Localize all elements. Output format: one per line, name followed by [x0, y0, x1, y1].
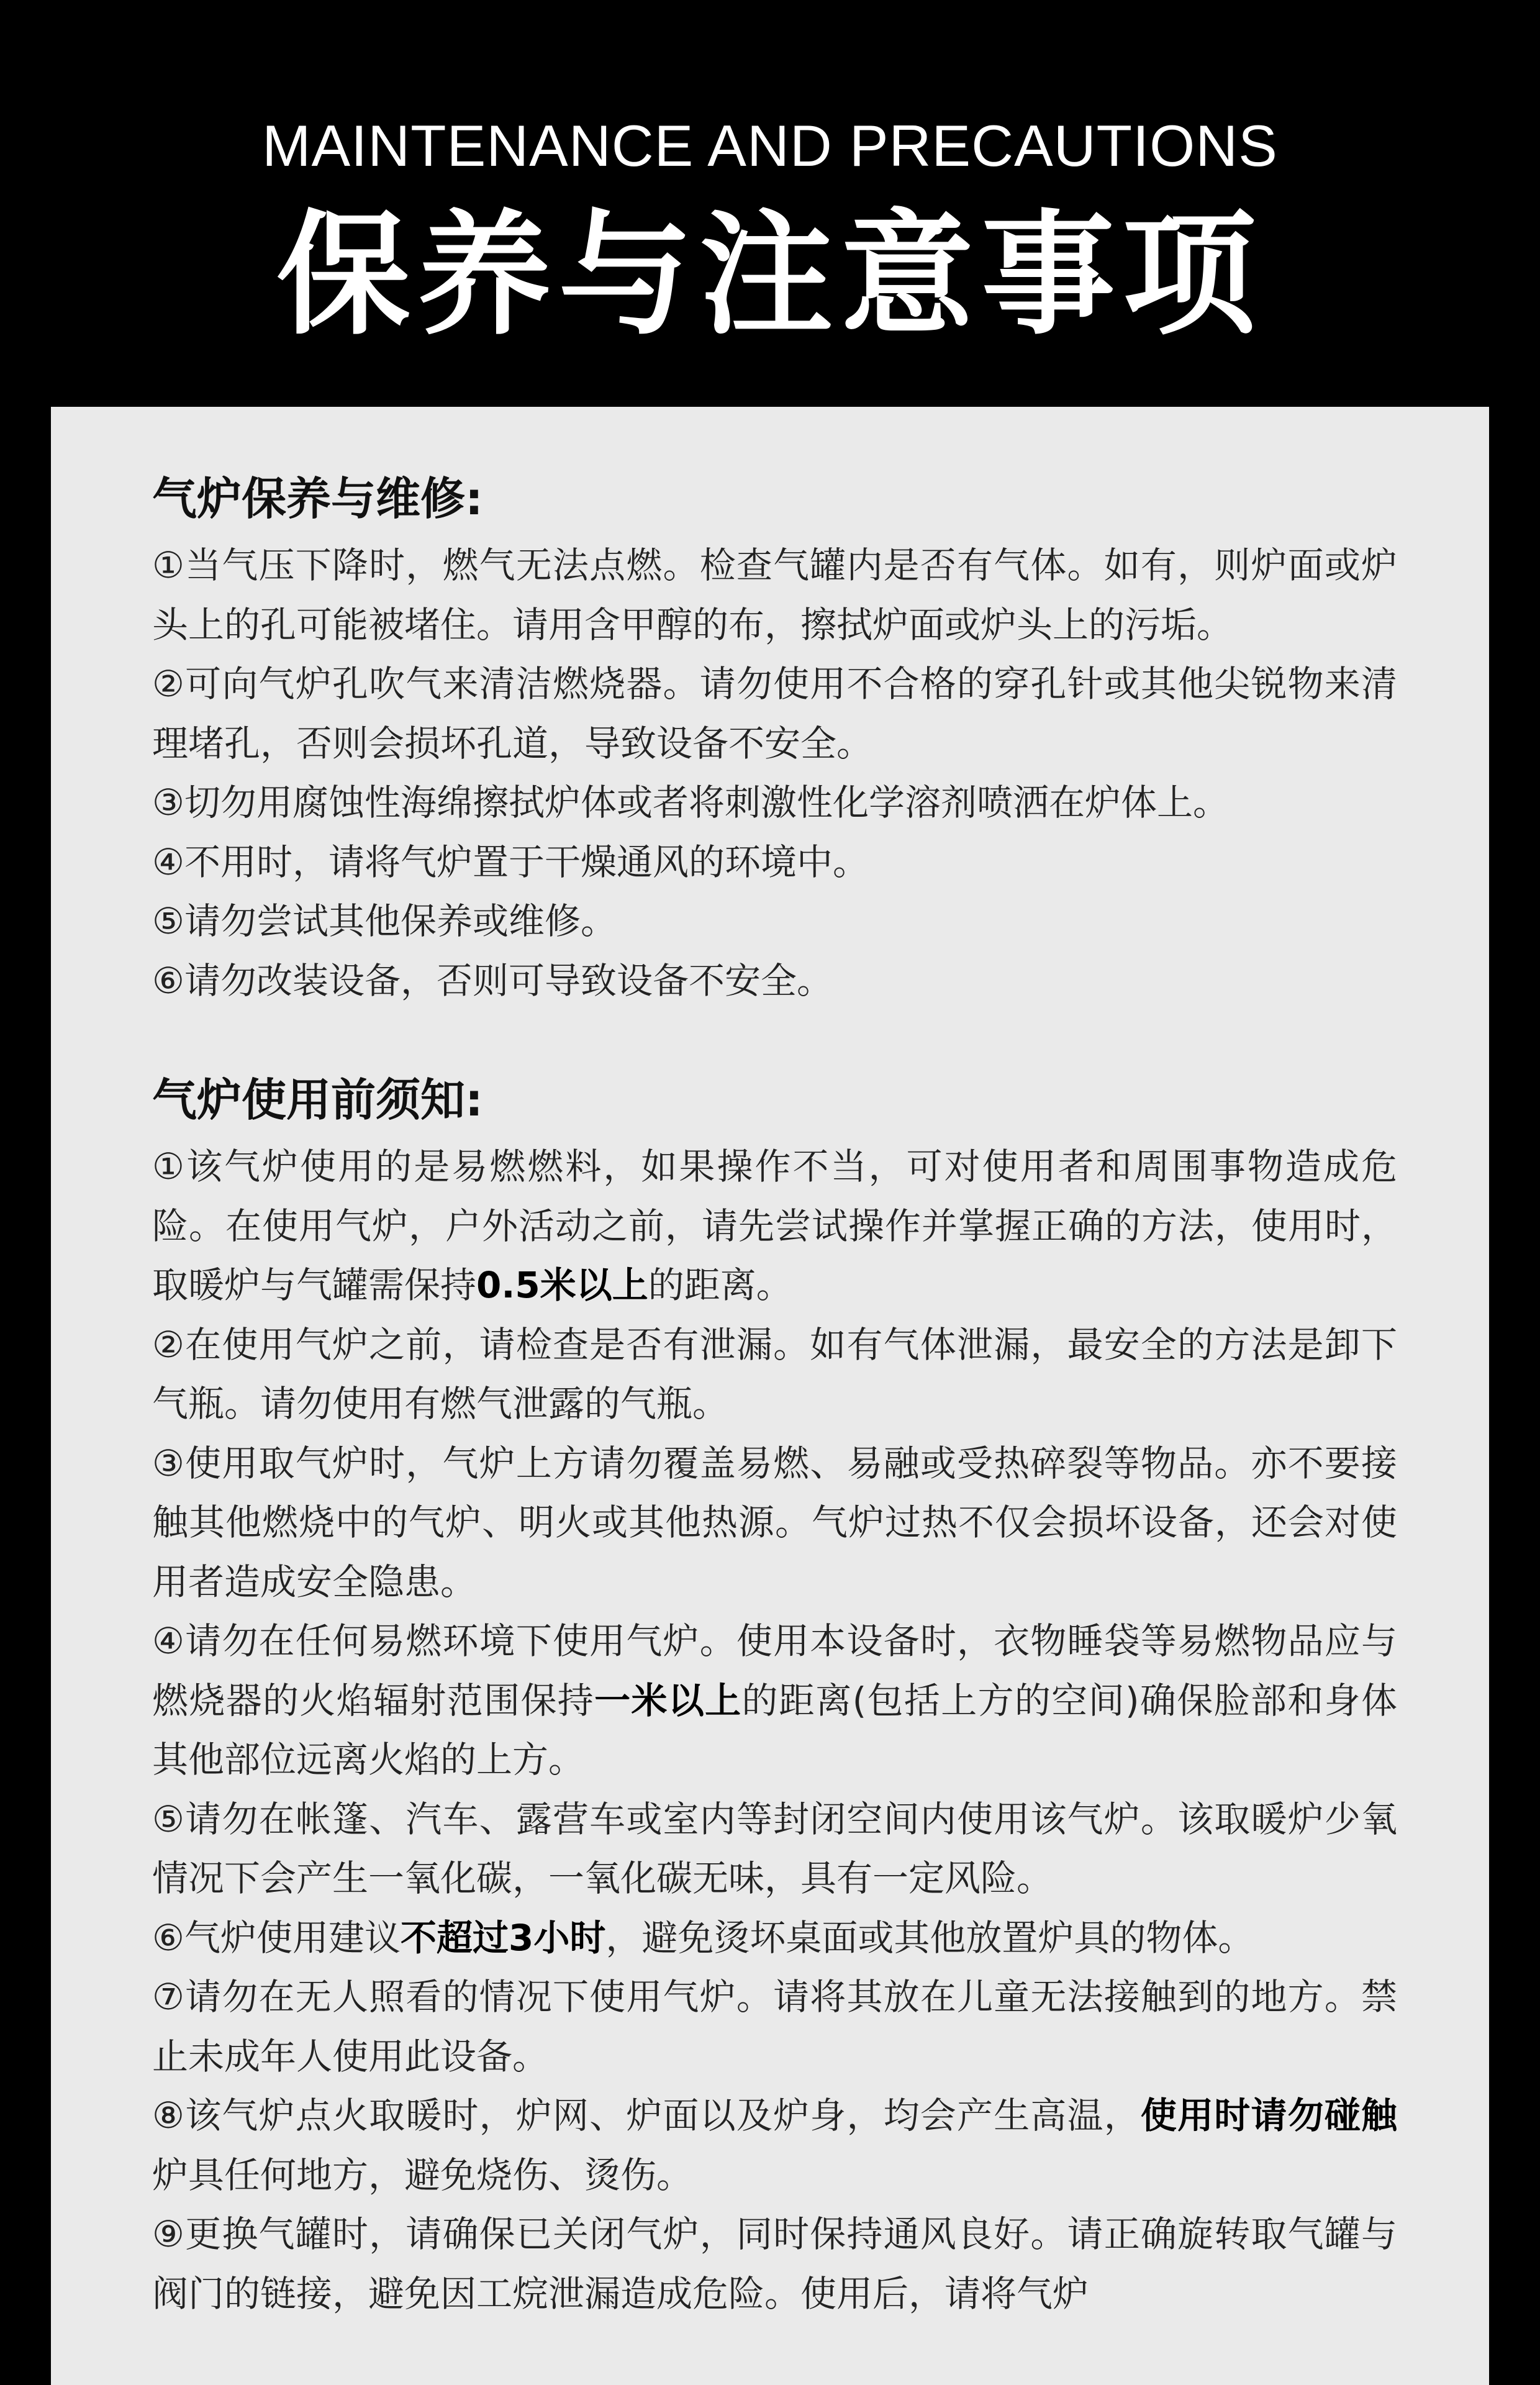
precaution-item-1: [152, 1137, 1397, 1315]
english-subtitle: MAINTENANCE AND PRECAUTIONS: [262, 113, 1278, 178]
page-title: 保养与注意事项: [276, 197, 1264, 353]
precaution-item-6-emphasis: 不超过3小时: [401, 1916, 606, 1959]
maintenance-item-4: ④不用时，请将气炉置于干燥通风的环境中。: [152, 840, 869, 883]
precaution-item-8: [152, 2086, 1397, 2205]
precautions-heading: 气炉使用前须知:: [152, 1074, 483, 1126]
precaution-item-6-text: ⑥气炉使用建议: [152, 1916, 401, 1959]
precaution-item-4-emphasis: 一米以上: [594, 1679, 742, 1722]
precaution-item-4-text: ④请勿在任何易燃环境下使用气炉。使用本设备时，衣物睡袋等易燃物品应与燃烧器的火焰辐射范围保持: [152, 1620, 1397, 1722]
maintenance-item-1: ①当气压下降时，燃气无法点燃。检查气罐内是否有气体。如有，则炉面或炉头上的孔可能被堵住。请用含甲醇的布，擦拭炉面或炉头上的污垢。: [152, 544, 1397, 646]
maintenance-list: [152, 536, 1397, 1011]
precaution-item-8-tail: 炉具任何地方，避免烧伤、烫伤。: [152, 2153, 693, 2196]
precaution-item-1-tail: 的距离。: [648, 1264, 792, 1306]
precautions-list: [152, 1137, 1397, 2324]
content-panel: [51, 407, 1489, 2385]
maintenance-heading: 气炉保养与维修:: [152, 473, 483, 525]
precaution-item-5: ⑤请勿在帐篷、汽车、露营车或室内等封闭空间内使用该气炉。该取暖炉少氧情况下会产生一氧化碳，一氧化碳无味，具有一定风险。: [152, 1797, 1397, 1899]
precaution-item-3: ③使用取气炉时，气炉上方请勿覆盖易燃、易融或受热碎裂等物品。亦不要接触其他燃烧中的气炉、明火或其他热源。气炉过热不仅会损坏设备，还会对使用者造成安全隐患。: [152, 1442, 1397, 1603]
page-header: [0, 0, 1540, 407]
maintenance-item-3: ③切勿用腐蚀性海绵擦拭炉体或者将刺激性化学溶剂喷洒在炉体上。: [152, 781, 1229, 824]
precaution-item-6: [152, 1909, 1397, 1968]
precaution-item-4-tail: 的距离(包括上方的空间)确保脸部和身体其他部位远离火焰的上方。: [152, 1679, 1397, 1781]
maintenance-item-6: ⑥请勿改装设备，否则可导致设备不安全。: [152, 959, 833, 1002]
precaution-item-1-text: ①该气炉使用的是易燃燃料，如果操作不当，可对使用者和周围事物造成危险。在使用气炉，户外活动之前，请先尝试操作并掌握正确的方法，使用时，取暖炉与气罐需保持: [152, 1145, 1397, 1306]
precaution-item-6-tail: ，避免烫坏桌面或其他放置炉具的物体。: [605, 1916, 1254, 1959]
precaution-item-8-text: ⑧该气炉点火取暖时，炉网、炉面以及炉身，均会产生高温，: [152, 2094, 1141, 2137]
maintenance-item-5: ⑤请勿尝试其他保养或维修。: [152, 900, 617, 942]
precaution-item-8-emphasis: 使用时请勿碰触: [1140, 2094, 1397, 2137]
maintenance-item-2: ②可向气炉孔吹气来清洁燃烧器。请勿使用不合格的穿孔针或其他尖锐物来清理堵孔，否则会损坏孔道，导致设备不安全。: [152, 663, 1397, 765]
precaution-item-9: ⑨更换气罐时，请确保已关闭气炉，同时保持通风良好。请正确旋转取气罐与阀门的链接，避免因工烷泄漏造成危险。使用后，请将气炉: [152, 2213, 1397, 2315]
content-body: [152, 407, 1397, 2324]
precaution-item-1-emphasis: 0.5米以上: [476, 1264, 648, 1306]
precaution-item-2: ②在使用气炉之前，请检查是否有泄漏。如有气体泄漏，最安全的方法是卸下气瓶。请勿使用有燃气泄露的气瓶。: [152, 1323, 1397, 1425]
precaution-item-4: [152, 1612, 1397, 1790]
precaution-item-7: ⑦请勿在无人照看的情况下使用气炉。请将其放在儿童无法接触到的地方。禁止未成年人使用此设备。: [152, 1976, 1397, 2078]
